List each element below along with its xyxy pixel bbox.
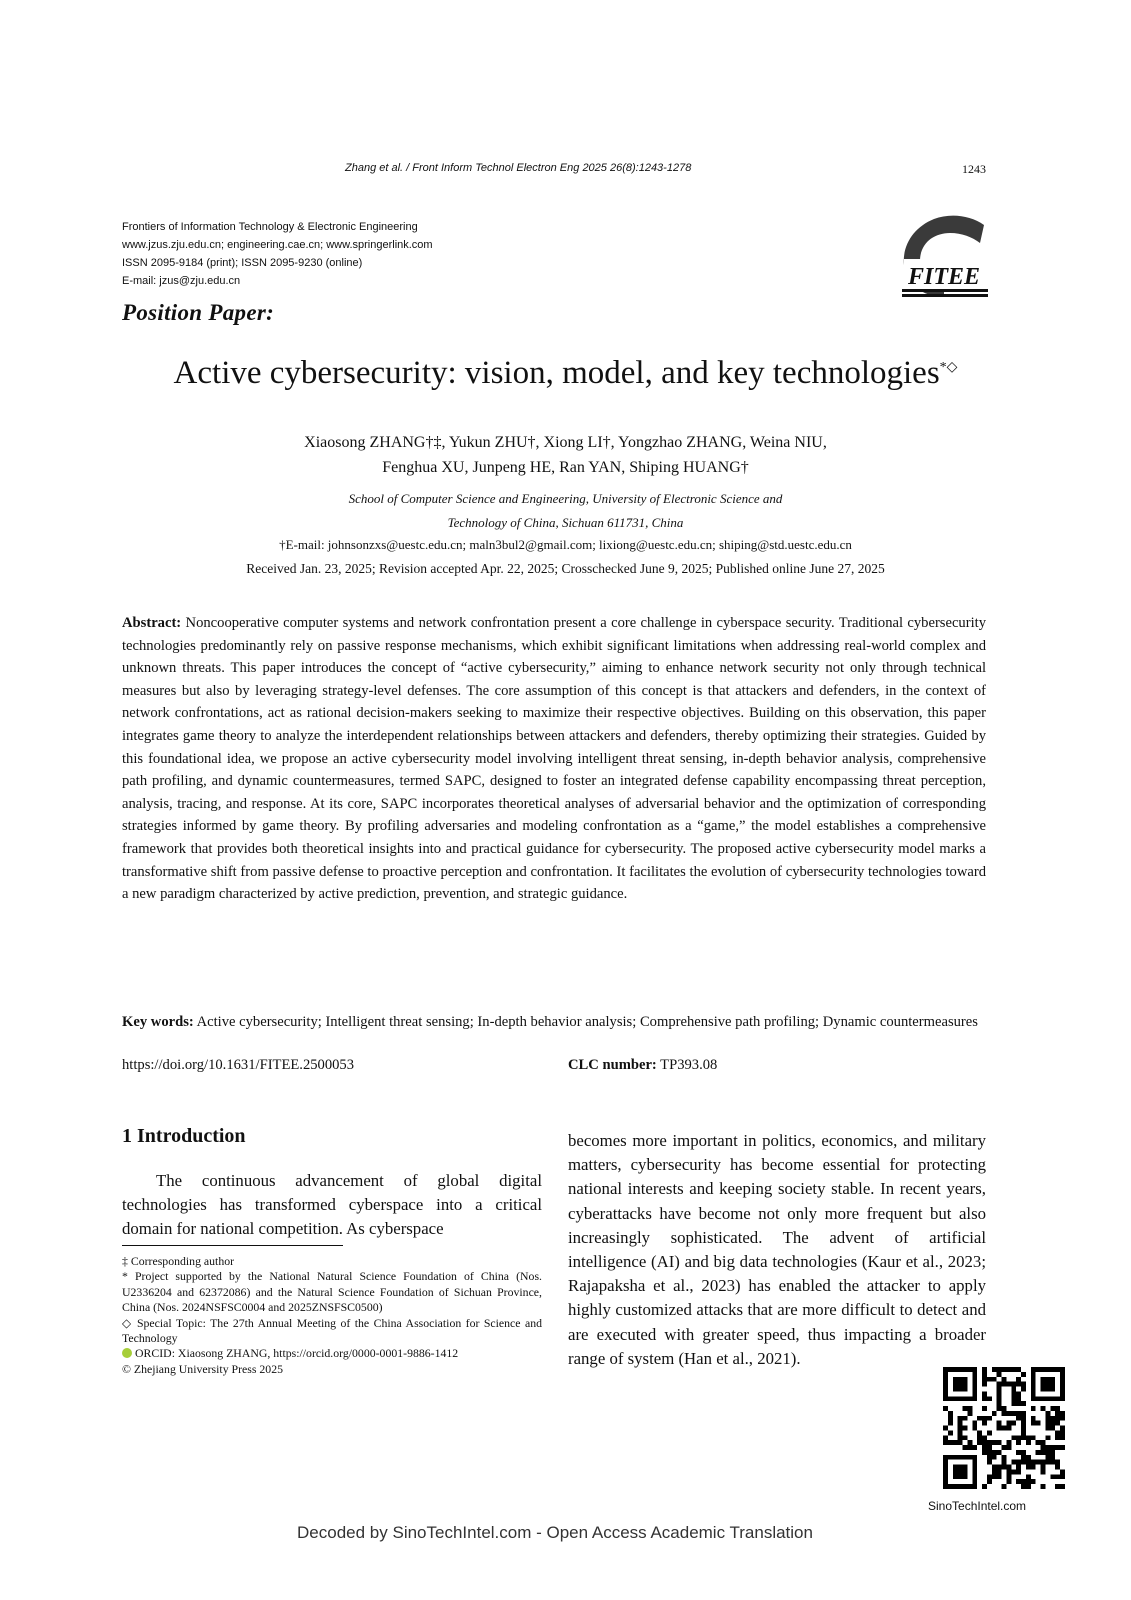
abstract-label: Abstract: xyxy=(122,615,182,631)
footnotes xyxy=(122,1254,542,1377)
title-marks: *◇ xyxy=(939,360,958,375)
journal-issn: ISSN 2095-9184 (print); ISSN 2095-9230 (online) xyxy=(122,257,363,269)
author-emails: †E-mail: johnsonzxs@uestc.edu.cn; maln3bul2@gmail.com; lixiong@uestc.edu.cn; shiping@std.uestc.edu.cn xyxy=(279,537,852,552)
affiliation-line-2: Technology of China, Sichuan 611731, China xyxy=(447,515,684,530)
paper-title xyxy=(0,355,1131,392)
doi-link[interactable]: https://doi.org/10.1631/FITEE.2500053 xyxy=(122,1057,355,1073)
clc-label: CLC number: xyxy=(568,1057,657,1073)
footnote-copyright: © Zhejiang University Press 2025 xyxy=(122,1361,283,1376)
intro-paragraph-right: becomes more important in politics, economics, and military matters, cybersecurity has become essential for protecting national interests and keeping society stable. In recent years, cyberattacks have become not only more frequent but also increasingly sophisticated. The advent of artificial intelligence (AI) and big data technologies (Kaur et al., 2023; Rajapaksha et al., 2023) has enabled the attacker to apply highly customized attacks that are more difficult to detect and are executed with greater speed, thus impacting a broader range of system (Han et al., 2021). xyxy=(568,1131,986,1368)
authors-line-1: Xiaosong ZHANG†‡, Yukun ZHU†, Xiong LI†, Yongzhao ZHANG, Weina NIU, xyxy=(304,434,827,451)
clc-number xyxy=(568,1057,717,1074)
section-heading: 1 Introduction xyxy=(122,1125,246,1147)
journal-name: Frontiers of Information Technology & Electronic Engineering xyxy=(122,221,418,233)
qr-code[interactable] xyxy=(943,1367,1065,1489)
identifiers xyxy=(122,1057,986,1079)
footnote-orcid xyxy=(122,1346,542,1361)
intro-paragraph-left: The continuous advancement of global digital technologies has transformed cyberspace into a critical domain for national competition. As cyberspace xyxy=(122,1171,542,1239)
paper-title-text: Active cybersecurity: vision, model, and key technologies xyxy=(173,355,940,391)
footnote-funding: * Project supported by the National Natural Science Foundation of China (Nos. U2336204 and 62372086) and the Natural Science Foundation of Sichuan Province, China (Nos. 2024NSFSC0004 and 2025ZNSFSC0500) xyxy=(122,1269,542,1315)
footnote-corresponding: ‡ Corresponding author xyxy=(122,1254,235,1268)
keywords xyxy=(122,1011,986,1034)
running-head-citation: Zhang et al. / Front Inform Technol Electron Eng 2025 26(8):1243-1278 xyxy=(345,162,692,174)
keywords-text: Active cybersecurity; Intelligent threat sensing; In-depth behavior analysis; Comprehensive path profiling; Dynamic countermeasures xyxy=(196,1014,978,1030)
authors xyxy=(0,430,1131,480)
abstract xyxy=(122,612,986,906)
affiliation xyxy=(0,487,1131,535)
running-head xyxy=(120,162,986,178)
footnote-divider xyxy=(122,1245,343,1246)
footnote-orcid-text: ORCID: Xiaosong ZHANG, https://orcid.org/0000-0001-9886-1412 xyxy=(135,1346,459,1361)
orcid-icon xyxy=(122,1348,132,1358)
authors-line-2: Fenghua XU, Junpeng HE, Ran YAN, Shiping HUANG† xyxy=(382,459,749,476)
affiliation-line-1: School of Computer Science and Engineering, University of Electronic Science and xyxy=(348,491,783,506)
left-column-text xyxy=(122,1169,542,1242)
footnote-special-topic: ◇ Special Topic: The 27th Annual Meeting of the China Association for Science and Technology xyxy=(122,1315,542,1346)
publication-dates: Received Jan. 23, 2025; Revision accepted Apr. 22, 2025; Crosschecked June 9, 2025; Published online June 27, 2025 xyxy=(246,561,885,576)
clc-value: TP393.08 xyxy=(660,1057,718,1073)
right-column-text xyxy=(568,1129,986,1371)
paper-type-label: Position Paper: xyxy=(122,300,275,325)
logo-text: FITEE xyxy=(907,264,981,290)
keywords-label: Key words: xyxy=(122,1014,194,1030)
page-number: 1243 xyxy=(962,162,986,176)
bottom-banner: Decoded by SinoTechIntel.com - Open Access Academic Translation xyxy=(297,1523,813,1542)
journal-email: E-mail: jzus@zju.edu.cn xyxy=(122,275,241,287)
fitee-logo xyxy=(900,213,988,299)
journal-info xyxy=(122,218,433,290)
abstract-text: Noncooperative computer systems and network confrontation present a core challenge in cyberspace security. Traditional cybersecurity technologies predominantly rely on passive response mechanisms, which exhibit significant limitations when addressing real-world complex and unknown threats. This paper introduces the concept of “active cybersecurity,” aiming to enhance network security not only through technical measures but also by leveraging strategy-level defenses. The core assumption of this concept is that attackers and defenders, in the context of network confrontations, act as rational decision-makers seeking to maximize their respective objectives. Building on this observation, this paper integrates game theory to analyze the interdependent relationships between attackers and defenders, thereby optimizing their strategies. Guided by this foundational idea, we propose an active cybersecurity model involving intelligent threat sensing, in-depth behavior analysis, comprehensive path profiling, and dynamic countermeasures, termed SAPC, designed to foster an integrated defense capability encompassing threat perception, analysis, tracing, and response. At its core, SAPC incorporates theoretical analyses of adversarial behavior and the optimization of corresponding strategies informed by game theory. By profiling adversaries and modeling confrontation as a “game,” the model establishes a comprehensive framework that provides both theoretical insights into and practical guidance for cybersecurity. The proposed active cybersecurity model marks a transformative shift from passive defense to proactive perception and confrontation. It facilitates the evolution of cybersecurity technologies toward a new paradigm characterized by active prediction, prevention, and strategic guidance. xyxy=(122,615,986,903)
qr-caption: SinoTechIntel.com xyxy=(928,1499,1027,1513)
journal-websites: www.jzus.zju.edu.cn; engineering.cae.cn; www.springerlink.com xyxy=(122,239,433,251)
